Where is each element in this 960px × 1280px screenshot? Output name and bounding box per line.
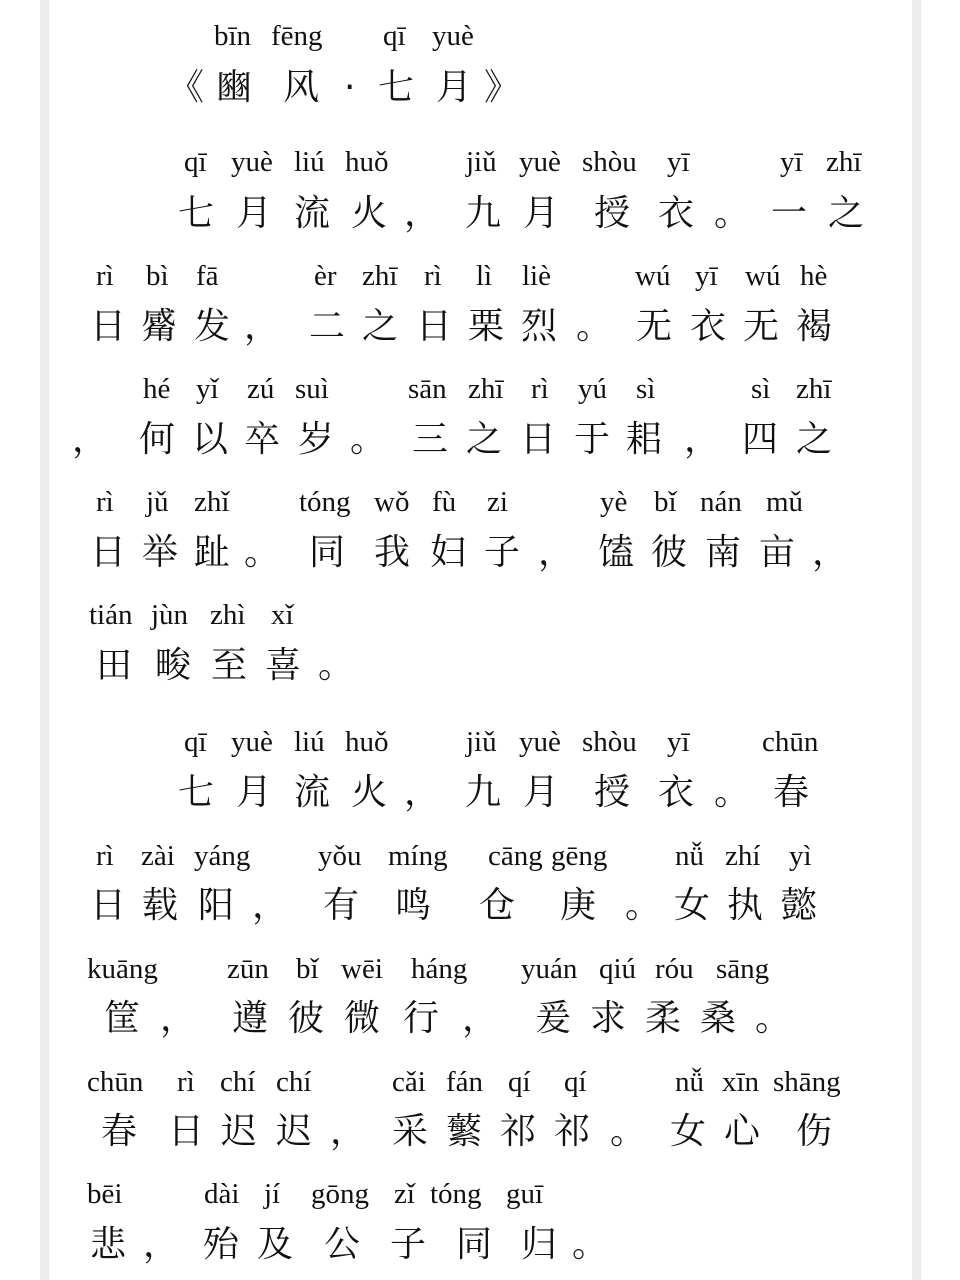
hanzi-character: 筐 [104,998,141,1039]
pinyin-syllable: wú [635,260,671,292]
pinyin-syllable: lì [476,260,493,292]
hanzi-character: 以 [192,419,229,460]
title-pinyin-syllable: fēng [271,20,323,52]
hanzi-character: 之 [466,419,503,460]
pinyin-syllable: chí [276,1066,312,1098]
pinyin-syllable: tóng [299,486,351,518]
hanzi-character: 柔 [645,998,682,1039]
hanzi-character: 衣 [658,193,695,234]
pinyin-syllable: yuè [231,726,273,758]
hanzi-character: ， [252,885,289,926]
hanzi-character: 。 [755,998,792,1039]
hanzi-character: 亩 [759,532,796,573]
hanzi-character: 一 [771,193,808,234]
pinyin-syllable: zi [487,486,508,518]
pinyin-syllable: rì [424,260,442,292]
pinyin-syllable: xǐ [271,599,294,631]
title-character: 七 [378,67,415,108]
pinyin-syllable: wǒ [374,486,410,518]
pinyin-syllable: zhí [725,840,761,872]
hanzi-character: 载 [142,885,179,926]
pinyin-syllable: yuè [519,146,561,178]
title-pinyin-syllable: bīn [214,20,252,52]
hanzi-character: 及 [257,1224,294,1265]
pinyin-syllable: gōng [311,1178,369,1210]
pinyin-syllable: hè [800,260,828,292]
pinyin-syllable: zài [141,840,175,872]
hanzi-character: ， [404,193,441,234]
hanzi-character: 。 [714,772,751,813]
hanzi-character: 趾 [194,532,231,573]
hanzi-character: 月 [236,772,273,813]
pinyin-syllable: dài [204,1178,240,1210]
title-pinyin-syllable: yuè [432,20,474,52]
pinyin-syllable: jǔ [146,486,169,518]
pinyin-syllable: zūn [227,953,269,985]
hanzi-character: 觱 [141,306,178,347]
hanzi-character: 日 [90,885,127,926]
title-pinyin-syllable: qī [383,20,406,52]
hanzi-character: 彼 [651,532,688,573]
hanzi-character: 火 [351,772,388,813]
pinyin-syllable: yuè [519,726,561,758]
pinyin-syllable: rì [531,373,549,405]
pinyin-syllable: yī [695,260,718,292]
hanzi-character: 公 [324,1224,361,1265]
hanzi-character: 采 [392,1111,429,1152]
pinyin-syllable: cǎi [392,1066,426,1098]
hanzi-character: 女 [674,885,711,926]
hanzi-character: 之 [796,419,833,460]
title-character: · [344,67,356,108]
hanzi-character: 桑 [700,998,737,1039]
hanzi-character: 火 [351,193,388,234]
hanzi-character: 有 [323,885,360,926]
pinyin-syllable: rì [96,260,114,292]
hanzi-character: 至 [211,645,248,686]
pinyin-syllable: qī [184,726,207,758]
pinyin-syllable: sāng [716,953,770,985]
hanzi-character: 子 [484,532,521,573]
hanzi-character: 心 [724,1111,761,1152]
hanzi-character: 九 [465,193,502,234]
pinyin-syllable: jùn [151,599,189,631]
pinyin-syllable: shòu [582,726,637,758]
pinyin-syllable: háng [411,953,468,985]
hanzi-character: 。 [244,532,281,573]
pinyin-syllable: zhī [796,373,832,405]
hanzi-character: ， [462,998,499,1039]
pinyin-syllable: yǒu [318,840,362,872]
pinyin-syllable: kuāng [87,953,158,985]
hanzi-character: 鸣 [395,885,432,926]
title-character: 豳 [216,67,253,108]
pinyin-syllable: jiǔ [466,146,497,178]
pinyin-syllable: bēi [87,1178,123,1210]
hanzi-character: 悲 [90,1224,127,1265]
hanzi-character: 三 [412,419,449,460]
hanzi-character: 归 [521,1224,558,1265]
pinyin-syllable: zhī [826,146,862,178]
pinyin-syllable: liè [522,260,551,292]
pinyin-syllable: bǐ [296,953,319,985]
hanzi-character: 衣 [690,306,727,347]
hanzi-character: ， [684,419,721,460]
hanzi-character: 日 [90,532,127,573]
hanzi-character: 庚 [560,885,597,926]
pinyin-syllable: fù [432,486,457,518]
hanzi-character: 殆 [203,1224,240,1265]
pinyin-syllable: bì [146,260,169,292]
hanzi-character: 。 [625,885,662,926]
hanzi-character: 何 [139,419,176,460]
hanzi-character: ， [244,306,281,347]
hanzi-character: ， [160,998,197,1039]
pinyin-syllable: sān [408,373,447,405]
hanzi-character: 微 [344,998,381,1039]
hanzi-character: 褐 [796,306,833,347]
pinyin-syllable: sì [636,373,656,405]
hanzi-character: 妇 [430,532,467,573]
hanzi-character: 二 [309,306,346,347]
hanzi-character: 四 [742,419,779,460]
hanzi-character: 迟 [221,1111,258,1152]
pinyin-syllable: mǔ [766,486,804,518]
hanzi-character: 日 [520,419,557,460]
hanzi-character: 执 [727,885,764,926]
pinyin-syllable: nǚ [675,840,704,872]
pinyin-syllable: yī [780,146,803,178]
hanzi-character: 于 [574,419,611,460]
hanzi-character: 九 [465,772,502,813]
pinyin-syllable: cāng [488,840,543,872]
hanzi-character: 无 [743,306,780,347]
pinyin-syllable: rì [177,1066,195,1098]
hanzi-character: 授 [594,193,631,234]
hanzi-character: 仓 [479,885,516,926]
hanzi-character: 七 [178,193,215,234]
hanzi-character: ， [330,1111,367,1152]
hanzi-character: 。 [572,1224,609,1265]
pinyin-syllable: yī [667,726,690,758]
hanzi-character: 发 [194,306,231,347]
pinyin-syllable: fā [196,260,219,292]
hanzi-character: 月 [523,193,560,234]
hanzi-character: 之 [362,306,399,347]
pinyin-syllable: zú [247,373,275,405]
hanzi-character: 阳 [198,885,235,926]
hanzi-character: 日 [416,306,453,347]
hanzi-character: 栗 [468,306,505,347]
left-margin-band [40,0,49,1280]
pinyin-syllable: xīn [722,1066,760,1098]
hanzi-character: 爰 [535,998,572,1039]
pinyin-syllable: huǒ [345,726,389,758]
hanzi-character: 迟 [276,1111,313,1152]
hanzi-character: 月 [236,193,273,234]
pinyin-syllable: hé [143,373,171,405]
pinyin-syllable: tián [89,599,133,631]
hanzi-character: 行 [403,998,440,1039]
pinyin-syllable: gēng [551,840,608,872]
pinyin-syllable: yǐ [196,373,219,405]
hanzi-character: 之 [828,193,865,234]
hanzi-character: 。 [318,645,355,686]
pinyin-syllable: guī [506,1178,544,1210]
hanzi-character: 日 [90,306,127,347]
pinyin-syllable: qí [564,1066,587,1098]
hanzi-character: 田 [96,645,133,686]
pinyin-syllable: sì [751,373,771,405]
hanzi-character: 无 [636,306,673,347]
pinyin-syllable: chūn [762,726,819,758]
pinyin-syllable: jiǔ [466,726,497,758]
pinyin-syllable: èr [314,260,337,292]
hanzi-character: 同 [309,532,346,573]
hanzi-character: 畯 [155,645,192,686]
pinyin-syllable: yè [600,486,628,518]
pinyin-syllable: shāng [773,1066,841,1098]
hanzi-character: 月 [523,772,560,813]
hanzi-character: ， [72,419,109,460]
hanzi-character: 蘩 [446,1111,483,1152]
hanzi-character: 春 [773,772,810,813]
hanzi-character: 喜 [265,645,302,686]
pinyin-syllable: zhì [210,599,246,631]
hanzi-character: 子 [390,1224,427,1265]
title-character: 》 [484,67,521,108]
pinyin-syllable: chí [220,1066,256,1098]
hanzi-character: 举 [142,532,179,573]
pinyin-syllable: bǐ [654,486,677,518]
pinyin-syllable: qí [508,1066,531,1098]
pinyin-syllable: zhǐ [194,486,230,518]
hanzi-character: ， [812,532,849,573]
hanzi-character: ， [538,532,575,573]
hanzi-character: 馌 [598,532,635,573]
pinyin-syllable: qī [184,146,207,178]
hanzi-character: 春 [101,1111,138,1152]
hanzi-character: 彼 [288,998,325,1039]
pinyin-syllable: zǐ [394,1178,415,1210]
pinyin-syllable: yú [578,373,607,405]
pinyin-syllable: rì [96,840,114,872]
hanzi-character: 烈 [521,306,558,347]
hanzi-character: 同 [456,1224,493,1265]
hanzi-character: 伤 [796,1111,833,1152]
pinyin-syllable: yuán [521,953,578,985]
pinyin-syllable: zhī [468,373,504,405]
pinyin-syllable: róu [655,953,694,985]
hanzi-character: 流 [294,772,331,813]
hanzi-character: 授 [594,772,631,813]
hanzi-character: 日 [168,1111,205,1152]
hanzi-character: 求 [590,998,627,1039]
pinyin-syllable: yáng [194,840,251,872]
hanzi-character: 耜 [626,419,663,460]
pinyin-syllable: liú [294,726,325,758]
pinyin-syllable: wēi [341,953,383,985]
pinyin-syllable: tóng [430,1178,482,1210]
pinyin-syllable: qiú [599,953,637,985]
hanzi-character: 女 [670,1111,707,1152]
pinyin-syllable: yì [789,840,812,872]
hanzi-character: 。 [576,306,613,347]
hanzi-character: 岁 [298,419,335,460]
hanzi-character: ， [404,772,441,813]
pinyin-syllable: nán [700,486,742,518]
hanzi-character: 。 [350,419,387,460]
pinyin-syllable: huǒ [345,146,389,178]
pinyin-syllable: liú [294,146,325,178]
hanzi-character: 我 [374,532,411,573]
pinyin-syllable: wú [745,260,781,292]
pinyin-syllable: fán [446,1066,484,1098]
pinyin-syllable: shòu [582,146,637,178]
title-character: 月 [436,67,473,108]
title-character: 风 [283,67,320,108]
hanzi-character: 祁 [500,1111,537,1152]
hanzi-character: 卒 [244,419,281,460]
hanzi-character: 。 [714,193,751,234]
pinyin-syllable: yuè [231,146,273,178]
hanzi-character: 七 [178,772,215,813]
pinyin-syllable: nǚ [675,1066,704,1098]
pinyin-syllable: zhī [362,260,398,292]
hanzi-character: 流 [294,193,331,234]
right-margin-band [912,0,921,1280]
pinyin-syllable: suì [295,373,329,405]
hanzi-character: 衣 [658,772,695,813]
hanzi-character: ， [143,1224,180,1265]
hanzi-character: 南 [705,532,742,573]
pinyin-syllable: yī [667,146,690,178]
pinyin-syllable: jí [264,1178,281,1210]
hanzi-character: 遵 [232,998,269,1039]
pinyin-syllable: rì [96,486,114,518]
hanzi-character: 祁 [554,1111,591,1152]
pinyin-syllable: chūn [87,1066,144,1098]
pinyin-syllable: míng [388,840,448,872]
hanzi-character: 懿 [781,885,818,926]
title-character: 《 [168,67,205,108]
hanzi-character: 。 [610,1111,647,1152]
